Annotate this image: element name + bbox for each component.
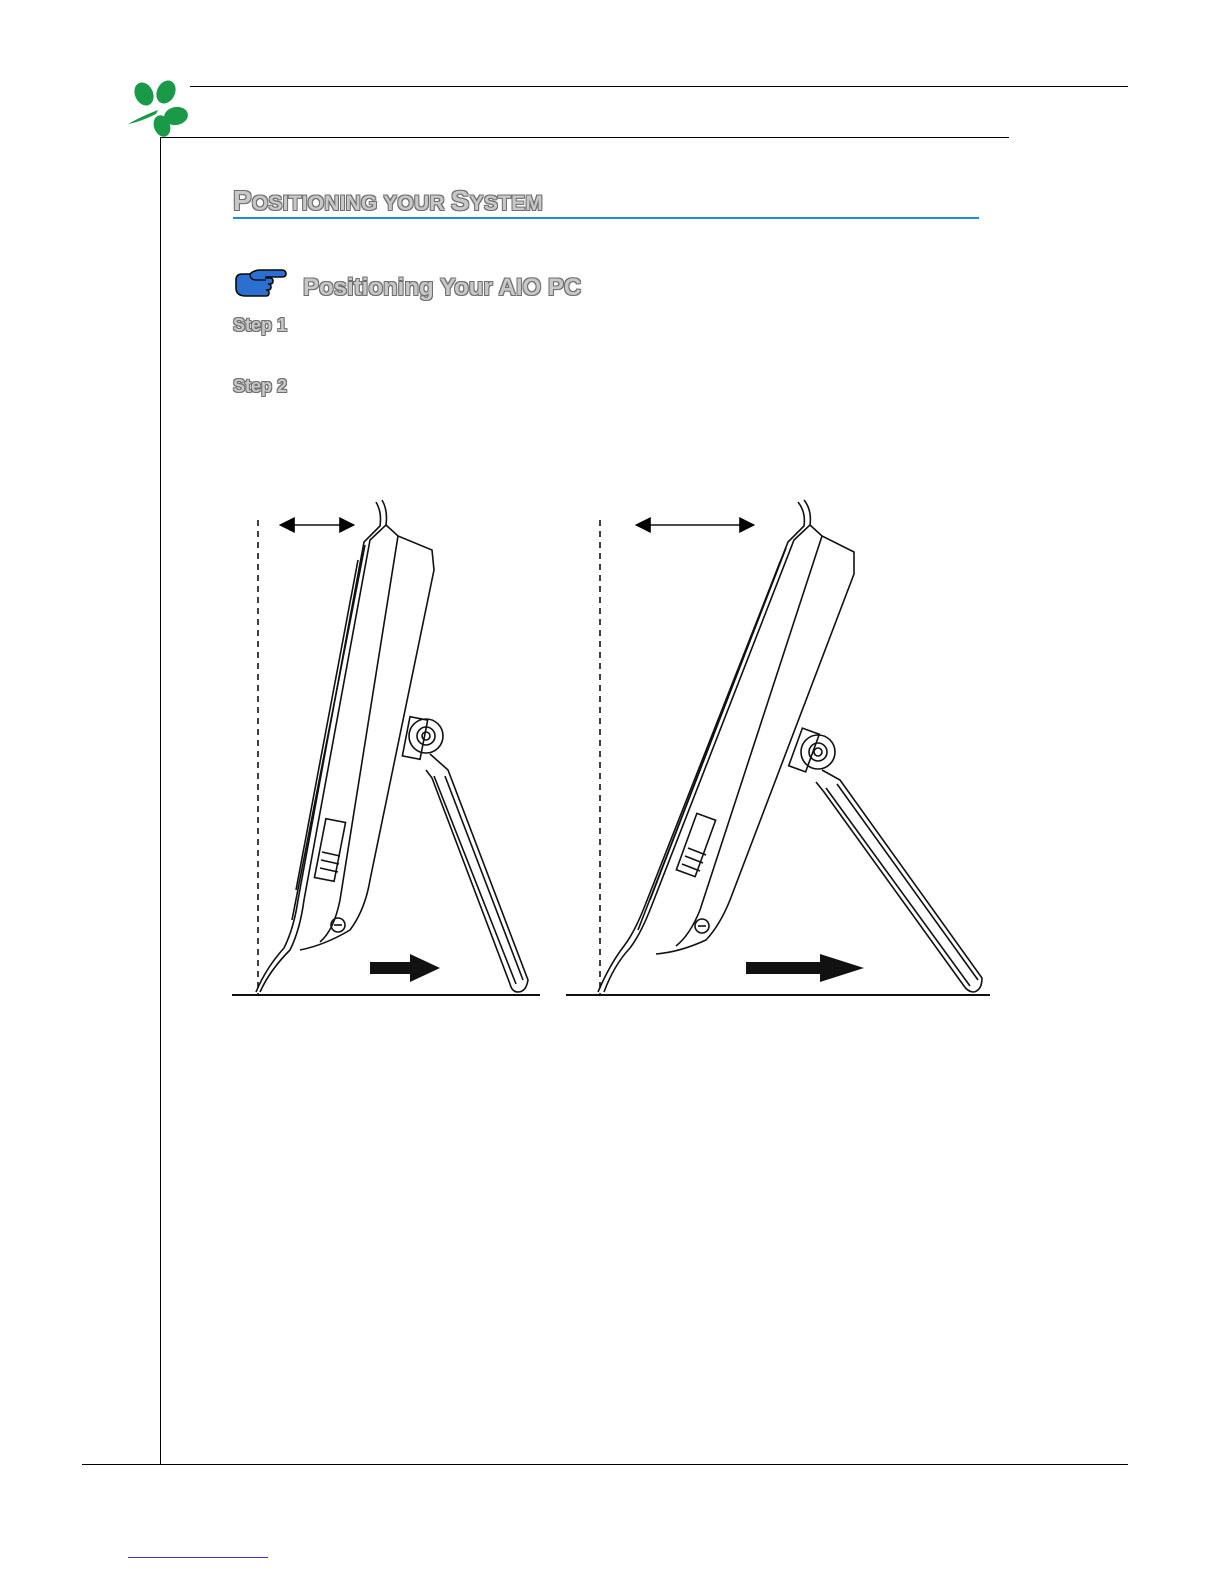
section-title-cap-1: P [233, 185, 252, 216]
pointing-hand-icon [232, 266, 290, 300]
section-title-part-1: OSITIONING YOUR [251, 192, 451, 215]
section-title-underline [233, 217, 979, 219]
footer-rule [82, 1464, 1128, 1465]
header-bottom-rule [160, 137, 1009, 138]
step-1-label: Step 1 [233, 315, 288, 335]
footer-link-underline [128, 1557, 268, 1558]
clover-icon [122, 80, 192, 138]
step-2-label: Step 2 [233, 376, 288, 396]
figure-position-far [566, 500, 990, 995]
left-margin-rule [160, 137, 161, 1465]
figure-position-near [232, 500, 540, 995]
header-top-rule [190, 86, 1128, 87]
direction-arrow-right [746, 954, 864, 982]
direction-arrow-left [370, 954, 440, 982]
section-title-part-2: YSTEM [469, 192, 543, 215]
section-title [233, 185, 543, 217]
section-title-cap-2: S [450, 185, 470, 216]
positioning-diagram [220, 480, 1010, 1020]
subsection-heading: Positioning Your AIO PC [303, 274, 582, 301]
